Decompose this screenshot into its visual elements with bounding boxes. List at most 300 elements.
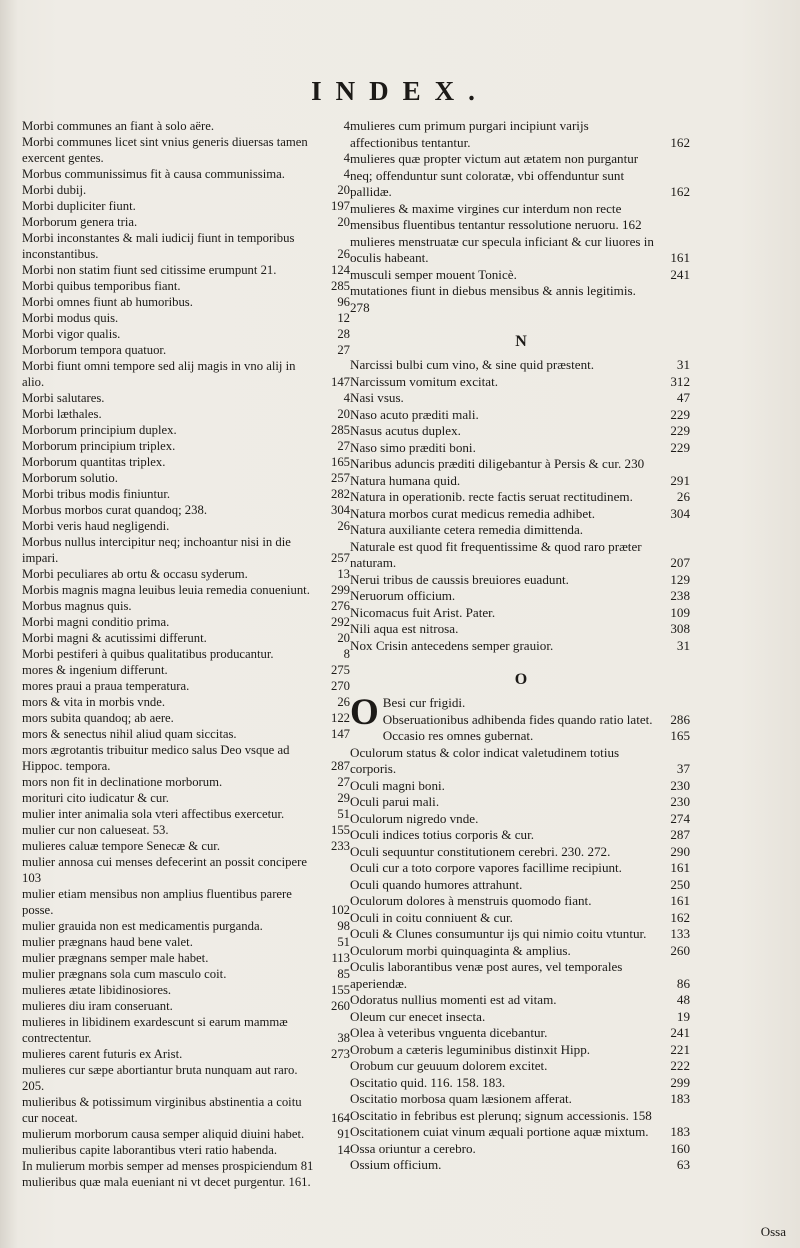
entry-page-number: 276 — [330, 599, 350, 613]
index-entry — [22, 966, 352, 982]
entry-page-number: 26 — [337, 247, 350, 261]
entry-text: Oculi & Clunes consumuntur ijs qui nimio coitu vtuntur. — [350, 926, 647, 941]
entry-text: mulieribus quæ mala eueniant ni vt decet purgentur. 161. — [22, 1175, 311, 1189]
index-entry — [350, 456, 692, 473]
index-entry — [22, 790, 352, 806]
index-entry — [350, 844, 692, 861]
index-entry — [22, 294, 352, 310]
entry-page-number: 285 — [330, 423, 350, 437]
entry-text: mulier grauida non est medicamentis purganda. — [22, 919, 263, 933]
entry-text: Morbi magni & acutissimi differunt. — [22, 631, 207, 645]
entry-text: Morbi modus quis. — [22, 311, 119, 325]
entry-page-number: 312 — [670, 373, 690, 389]
entry-page-number: 162 — [670, 184, 690, 199]
entry-page-number: 257 — [330, 471, 350, 485]
entry-text: Oculi indices totius corporis & cur. — [350, 827, 535, 842]
index-entry — [22, 774, 352, 790]
entry-page-number: 165 — [330, 455, 350, 469]
entry-text: mulieres carent futuris ex Arist. — [22, 1047, 183, 1061]
entry-text: mulieres & maxime virgines cur interdum non recte mensibus fluentibus tentantur ressolutione neruoru. 162 — [350, 200, 642, 232]
entry-page-number: 147 — [330, 375, 350, 389]
entry-text: Nasi vsus. — [350, 390, 404, 405]
entry-text: morituri cito iudicatur & cur. — [22, 791, 169, 805]
entry-text: Nox Crisin antecedens semper grauior. — [350, 637, 554, 653]
index-entry — [350, 1009, 692, 1026]
entry-page-number: 260 — [670, 942, 690, 958]
entry-page-number: 109 — [670, 604, 690, 620]
entry-text: Obseruationibus adhibenda fides quando ratio latet. — [382, 711, 653, 727]
entry-page-number: 274 — [670, 810, 690, 826]
catchword: Ossa — [760, 1224, 786, 1239]
index-entry — [350, 118, 692, 151]
entry-page-number: 51 — [337, 935, 350, 949]
left-column — [22, 118, 352, 1190]
index-entry — [22, 310, 352, 326]
index-entry — [350, 374, 692, 391]
index-entry — [350, 539, 692, 572]
entry-page-number: 13 — [337, 567, 350, 581]
entry-page-number: 124 — [330, 263, 350, 277]
index-entry — [22, 614, 352, 630]
entry-page-number: 260 — [330, 999, 350, 1013]
index-entry — [22, 710, 352, 726]
entry-text: Oculorum dolores à menstruis quomodo fiant. — [350, 893, 592, 908]
entry-page-number: 14 — [337, 1143, 350, 1157]
entry-text: Morborum solutio. — [22, 471, 118, 485]
index-entry — [350, 943, 692, 960]
entry-page-number: 241 — [670, 266, 690, 282]
entry-page-number: 299 — [330, 583, 350, 597]
entry-text: Odoratus nullius momenti est ad vitam. — [350, 992, 557, 1007]
index-entry — [22, 998, 352, 1014]
entry-text: Oleum cur enecet insecta. — [350, 1008, 486, 1024]
entry-page-number: 229 — [670, 423, 690, 438]
section-n — [350, 357, 692, 654]
entry-page-number: 207 — [670, 555, 690, 570]
entry-text: Nili aqua est nitrosa. — [350, 621, 459, 636]
entry-text: mulieres caluæ tempore Senecæ & cur. — [22, 839, 221, 853]
page-title: INDEX. — [311, 76, 489, 106]
index-entry — [350, 234, 692, 267]
index-entry — [350, 1058, 692, 1075]
index-entry — [22, 166, 352, 182]
entry-page-number: 304 — [670, 505, 690, 521]
entry-text: mulieres in libidinem exardescunt si earum mammæ contrectentur. — [22, 1015, 288, 1045]
index-entry — [22, 262, 352, 278]
index-entry — [350, 390, 692, 407]
entry-page-number: 164 — [330, 1111, 350, 1125]
entry-text: Morbus communissimus fit à causa communissima. — [22, 167, 285, 181]
entry-page-number: 285 — [330, 279, 350, 293]
index-entry — [22, 726, 352, 742]
index-entry — [350, 992, 692, 1009]
index-entry — [22, 502, 352, 518]
entry-page-number: 31 — [676, 357, 690, 372]
entry-page-number: 26 — [337, 519, 350, 533]
index-entry — [22, 1014, 352, 1046]
entry-page-number: 183 — [670, 1124, 690, 1139]
entry-text: Morbi vigor qualis. — [22, 327, 121, 341]
entry-text: Oculi in coitu conniuent & cur. — [350, 909, 513, 925]
entry-page-number: 161 — [670, 860, 690, 875]
index-entry — [22, 1142, 352, 1158]
entry-page-number: 290 — [670, 843, 690, 859]
entry-text: Morborum genera tria. — [22, 215, 138, 229]
index-entry — [350, 1091, 692, 1108]
index-entry — [22, 646, 352, 662]
entry-page-number: 183 — [670, 1091, 690, 1106]
entry-text: mors non fit in declinatione morborum. — [22, 775, 223, 789]
entry-page-number: 308 — [670, 621, 690, 636]
entry-page-number: 155 — [330, 983, 350, 997]
index-entry — [22, 534, 352, 566]
index-entry — [22, 582, 352, 598]
index-entry — [22, 822, 352, 838]
index-entry — [22, 806, 352, 822]
index-entry — [350, 151, 692, 201]
entry-text: Natura auxiliante cetera remedia dimittenda. — [350, 522, 584, 537]
entry-text: mulier inter animalia sola vteri affectibus exercetur. — [22, 807, 285, 821]
entry-text: mulierum morborum causa semper aliquid diuini habet. — [22, 1127, 305, 1141]
index-entry — [350, 1141, 692, 1158]
entry-text: mulieribus & potissimum virginibus abstinentia a coitu cur noceat. — [22, 1095, 302, 1125]
entry-page-number: 299 — [670, 1074, 690, 1090]
entry-text: mores & ingenium differunt. — [22, 663, 168, 677]
entry-page-number: 113 — [331, 951, 350, 965]
entry-text: Oculi quando humores attrahunt. — [350, 876, 523, 892]
entry-text: mores praui a praua temperatura. — [22, 679, 190, 693]
index-entry — [350, 440, 692, 457]
index-entry — [22, 358, 352, 390]
index-entry — [350, 1042, 692, 1059]
index-entry — [350, 522, 692, 539]
index-entry — [22, 678, 352, 694]
index-entry — [350, 860, 692, 877]
entry-page-number: 155 — [330, 823, 350, 837]
index-entry — [350, 712, 692, 729]
entry-text: mulieres menstruatæ cur specula inficiant & cur liuores in oculis habeant. — [350, 233, 654, 265]
entry-page-number: 287 — [670, 827, 690, 842]
index-entry — [350, 926, 692, 943]
index-entry — [350, 572, 692, 589]
entry-page-number: 20 — [337, 631, 350, 645]
entry-text: Naso acuto præditi mali. — [350, 406, 479, 422]
entry-text: mulieres cur sæpe abortiantur bruta nunquam aut raro. 205. — [22, 1063, 298, 1093]
entry-text: Oscitatio in febribus est plerunq; signum accessionis. 158 — [350, 1107, 652, 1123]
index-entry — [22, 598, 352, 614]
index-entry — [350, 877, 692, 894]
entry-text: mulieres cum primum purgari incipiunt varijs affectionibus tentantur. — [350, 118, 589, 150]
entry-text: mors & vita in morbis vnde. — [22, 695, 166, 709]
entry-text: Besi cur frigidi. — [382, 695, 466, 710]
entry-page-number: 20 — [337, 407, 350, 421]
entry-page-number: 238 — [670, 588, 690, 603]
index-entry — [350, 506, 692, 523]
entry-text: Oscitatio morbosa quam læsionem afferat. — [350, 1091, 572, 1106]
entry-text: Naribus aduncis præditi diligebantur à Persis & cur. 230 — [350, 456, 645, 471]
index-entry — [350, 621, 692, 638]
entry-page-number: 26 — [676, 489, 690, 504]
index-entry — [350, 357, 692, 374]
entry-page-number: 4 — [343, 151, 350, 165]
entry-text: Morborum principium duplex. — [22, 423, 177, 437]
entry-page-number: 26 — [337, 695, 350, 709]
index-entry — [350, 605, 692, 622]
entry-page-number: 20 — [337, 215, 350, 229]
index-entry — [22, 518, 352, 534]
entry-text: mulieribus capite laborantibus vteri ratio habenda. — [22, 1143, 278, 1157]
entry-text: Natura morbos curat medicus remedia adhibet. — [350, 505, 596, 521]
entry-page-number: 4 — [343, 391, 350, 405]
entry-text: Oculi magni boni. — [350, 777, 445, 793]
entry-text: Oscitatio quid. 116. 158. 183. — [350, 1074, 506, 1090]
index-entry — [350, 827, 692, 844]
entry-page-number: 241 — [670, 1025, 690, 1040]
index-entry — [22, 1094, 352, 1126]
entry-page-number: 197 — [330, 199, 350, 213]
entry-page-number: 257 — [330, 551, 350, 565]
right-column — [350, 118, 692, 1174]
index-entry — [350, 407, 692, 424]
entry-text: In mulierum morbis semper ad menses prospiciendum 81 — [22, 1159, 314, 1173]
entry-text: mors subita quandoq; ab aere. — [22, 711, 174, 725]
section-o — [350, 692, 692, 1174]
entry-page-number: 250 — [670, 876, 690, 892]
entry-text: Morbus nullus intercipitur neq; inchoantur nisi in die impari. — [22, 535, 291, 565]
entry-text: Oculis laborantibus venæ post aures, vel temporales aperiendæ. — [350, 959, 623, 991]
entry-page-number: 37 — [676, 761, 690, 776]
entry-page-number: 4 — [343, 119, 350, 133]
entry-text: Morbi communes licet sint vnius generis diuersas tamen exercent gentes. — [22, 135, 308, 165]
entry-text: mulier prægnans semper male habet. — [22, 951, 209, 965]
entry-text: Morbi pestiferi à quibus qualitatibus producantur. — [22, 647, 274, 661]
entry-text: Narcissum vomitum excitat. — [350, 373, 499, 389]
entry-text: Ossa oriuntur a cerebro. — [350, 1140, 476, 1156]
index-entry — [350, 794, 692, 811]
entry-text: Morbi magni conditio prima. — [22, 615, 170, 629]
index-entry — [350, 267, 692, 284]
entry-page-number: 12 — [337, 311, 350, 325]
entry-text: Nicomacus fuit Arist. Pater. — [350, 604, 496, 620]
entry-page-number: 221 — [670, 1041, 690, 1057]
entry-page-number: 304 — [330, 503, 350, 517]
entry-page-number: 162 — [670, 134, 690, 150]
entry-page-number: 286 — [670, 711, 690, 727]
section-letter-n: N — [515, 333, 527, 350]
index-entry — [350, 423, 692, 440]
index-entry — [350, 1025, 692, 1042]
entry-text: Morbi omnes fiunt ab humoribus. — [22, 295, 193, 309]
index-entry — [350, 778, 692, 795]
entry-text: Orobum cur geuuum dolorem excitet. — [350, 1058, 548, 1073]
index-entry — [22, 662, 352, 678]
entry-text: mulieres quæ propter victum aut ætatem non purgantur neq; offenduntur sunt coloratæ, vbi offenduntur sunt pallidæ. — [350, 151, 639, 199]
entry-page-number: 161 — [670, 893, 690, 908]
index-entry — [22, 1126, 352, 1142]
entry-text: mulier prægnans sola cum masculo coit. — [22, 967, 227, 981]
entry-text: Morbus morbos curat quandoq; 238. — [22, 503, 208, 517]
index-entry — [22, 630, 352, 646]
entry-text: Natura humana quid. — [350, 472, 461, 488]
entry-page-number: 27 — [337, 343, 350, 357]
entry-text: mutationes fiunt in diebus mensibus & annis legitimis. 278 — [350, 283, 636, 315]
index-entry — [350, 1157, 692, 1174]
entry-page-number: 287 — [330, 759, 350, 773]
entry-text: Morbi læthales. — [22, 407, 102, 421]
index-entry — [22, 1158, 352, 1174]
drop-cap: O — [350, 692, 379, 733]
entry-page-number: 27 — [337, 439, 350, 453]
index-entry — [22, 278, 352, 294]
entry-page-number: 96 — [337, 295, 350, 309]
index-entry — [22, 406, 352, 422]
index-entry — [22, 454, 352, 470]
entry-page-number: 48 — [676, 992, 690, 1007]
entry-page-number: 51 — [337, 807, 350, 821]
index-entry — [22, 886, 352, 918]
entry-page-number: 27 — [337, 775, 350, 789]
entry-page-number: 160 — [670, 1140, 690, 1156]
entry-page-number: 28 — [337, 327, 350, 341]
entry-page-number: 165 — [670, 728, 690, 743]
index-entry — [22, 198, 352, 214]
entry-text: Morbus magnus quis. — [22, 599, 132, 613]
entry-page-number: 91 — [337, 1127, 350, 1141]
entry-text: mulier etiam mensibus non amplius fluentibus parere posse. — [22, 887, 292, 917]
entry-text: Naso simo præditi boni. — [350, 439, 476, 455]
entry-page-number: 19 — [676, 1008, 690, 1024]
entry-page-number: 102 — [330, 903, 350, 917]
entry-text: Natura in operationib. recte factis seruat rectitudinem. — [350, 489, 633, 504]
index-entry — [22, 982, 352, 998]
entry-text: Neruorum officium. — [350, 588, 456, 603]
index-entry — [22, 182, 352, 198]
index-entry — [22, 390, 352, 406]
entry-text: mulieres diu iram conseruant. — [22, 999, 173, 1013]
entry-text: Morbi communes an fiant à solo aëre. — [22, 119, 215, 133]
entry-text: Oscitationem cuiat vinum æquali portione aquæ mixtum. — [350, 1124, 649, 1139]
section-letter-o: O — [514, 671, 528, 688]
index-entry — [350, 489, 692, 506]
entry-page-number: 222 — [670, 1058, 690, 1073]
index-entry — [350, 283, 692, 316]
index-entry — [350, 745, 692, 778]
entry-page-number: 31 — [676, 637, 690, 653]
index-entry — [350, 201, 692, 234]
entry-text: Morbi quibus temporibus fiant. — [22, 279, 181, 293]
entry-text: Morborum principium triplex. — [22, 439, 176, 453]
index-entry — [22, 486, 352, 502]
entry-page-number: 29 — [337, 791, 350, 805]
index-entry — [22, 214, 352, 230]
entry-text: Naturale est quod fit frequentissime & quod raro præter naturam. — [350, 538, 642, 570]
entry-text: Oculi cur a toto corpore vapores facillime recipiunt. — [350, 860, 622, 875]
entry-text: Morbi inconstantes & mali iudicij fiunt in temporibus inconstantibus. — [22, 231, 295, 261]
entry-text: Morborum tempora quatuor. — [22, 343, 167, 357]
entry-text: mulieres ætate libidinosiores. — [22, 983, 172, 997]
entry-text: Oculi sequuntur constitutionem cerebri. 230. 272. — [350, 843, 611, 859]
entry-text: mors ægrotantis tribuitur medico salus Deo vsque ad Hippoc. tempora. — [22, 743, 290, 773]
entry-text: mulier cur non calueseat. 53. — [22, 823, 169, 837]
entry-page-number: 229 — [670, 439, 690, 455]
index-entry — [22, 342, 352, 358]
index-entry — [22, 470, 352, 486]
entry-page-number: 133 — [670, 926, 690, 941]
index-entry — [350, 638, 692, 655]
index-entry — [350, 910, 692, 927]
entry-page-number: 8 — [343, 647, 350, 661]
entry-page-number: 63 — [676, 1157, 690, 1172]
entry-page-number: 270 — [330, 679, 350, 693]
index-entry — [22, 566, 352, 582]
entry-text: Oculorum morbi quinquaginta & amplius. — [350, 942, 571, 958]
entry-page-number: 275 — [330, 663, 350, 677]
entry-page-number: 122 — [330, 711, 350, 725]
entry-text: Morbi tribus modis finiuntur. — [22, 487, 171, 501]
entry-page-number: 273 — [330, 1047, 350, 1061]
index-entry — [22, 134, 352, 166]
entry-text: Oculorum nigredo vnde. — [350, 810, 479, 826]
index-entry — [350, 728, 692, 745]
index-entry — [22, 1046, 352, 1062]
entry-page-number: 85 — [337, 967, 350, 981]
index-entry — [350, 1075, 692, 1092]
entry-text: Narcissi bulbi cum vino, & sine quid præstent. — [350, 357, 595, 372]
entry-page-number: 230 — [670, 777, 690, 793]
entry-text: Morborum quantitas triplex. — [22, 455, 166, 469]
index-entry — [350, 959, 692, 992]
entry-text: Morbi dupliciter fiunt. — [22, 199, 136, 213]
entry-page-number: 161 — [670, 250, 690, 265]
index-entry — [350, 1124, 692, 1141]
index-entry — [350, 473, 692, 490]
entry-text: mulier annosa cui menses defecerint an possit concipere 103 — [22, 855, 308, 885]
index-entry — [22, 742, 352, 774]
entry-page-number: 291 — [670, 472, 690, 488]
index-entry — [22, 422, 352, 438]
index-entry — [350, 893, 692, 910]
entry-text: mulier prægnans haud bene valet. — [22, 935, 193, 949]
entry-text: Morbi fiunt omni tempore sed alij magis in vno alij in alio. — [22, 359, 296, 389]
index-entry — [22, 1062, 352, 1094]
entry-text: Oculi parui mali. — [350, 794, 440, 809]
entry-page-number: 292 — [330, 615, 350, 629]
index-entry — [22, 326, 352, 342]
index-entry — [22, 1174, 352, 1190]
entry-page-number: 129 — [670, 571, 690, 587]
section-m-continued — [350, 118, 692, 316]
entry-text: Morbis magnis magna leuibus leuia remedia conueniunt. — [22, 583, 310, 597]
index-entry — [22, 694, 352, 710]
entry-page-number: 4 — [343, 167, 350, 181]
entry-page-number: 282 — [330, 487, 350, 501]
entry-page-number: 20 — [337, 183, 350, 197]
index-entry — [22, 438, 352, 454]
entry-text: Nasus acutus duplex. — [350, 423, 461, 438]
entry-page-number: 86 — [676, 975, 690, 991]
index-entry — [22, 934, 352, 950]
entry-text: Orobum a cæteris leguminibus distinxit Hipp. — [350, 1041, 591, 1057]
entry-page-number: 229 — [670, 406, 690, 422]
entry-page-number: 233 — [330, 839, 350, 853]
entry-text: Morbi peculiares ab ortu & occasu syderum. — [22, 567, 248, 581]
index-entry — [22, 950, 352, 966]
index-entry — [22, 838, 352, 854]
entry-page-number: 47 — [676, 390, 690, 405]
entry-text: mors & senectus nihil aliud quam siccitas. — [22, 727, 237, 741]
entry-text: Morbi veris haud negligendi. — [22, 519, 170, 533]
entry-text: Occasio res omnes gubernat. — [382, 728, 534, 743]
